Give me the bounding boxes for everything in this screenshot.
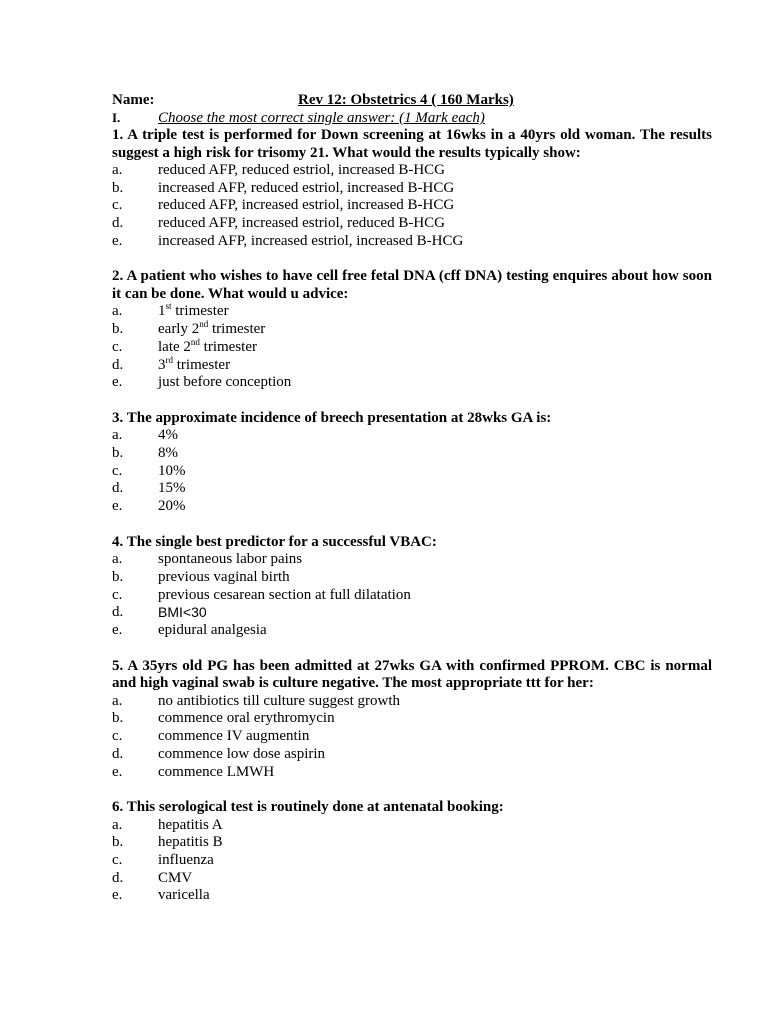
option-letter: c. [112,586,123,603]
option-letter: d. [112,356,124,373]
option-text: commence low dose aspirin [158,745,326,762]
option-text-prefix: 3 [158,356,166,373]
answer-option [112,764,712,782]
option-letter: c. [112,462,123,479]
option-letter: e. [112,374,123,391]
question-stem: 3. The approximate incidence of breech presentation at 28wks GA is: [112,409,552,426]
answer-option [112,622,712,640]
answer-option [112,852,712,870]
option-text: increased AFP, reduced estriol, increased B-HCG [158,179,455,196]
option-text [158,321,265,339]
option-text [158,303,229,321]
option-letter: b. [112,710,124,727]
ordinal-superscript: nd [199,319,209,330]
question-stem: 1. A triple test is performed for Down screening at 16wks in a 40yrs old woman. The results suggest a high risk for trisomy 21. What would the results typically show: [112,127,712,161]
answer-option [112,336,712,357]
option-text: BMI<30 [158,604,207,621]
question-stem: 4. The single best predictor for a successful VBAC: [112,533,437,550]
option-text-suffix: trimester [173,356,231,373]
answer-option [112,587,712,605]
option-letter: a. [112,692,123,709]
option-text: no antibiotics till culture suggest growth [158,692,401,709]
option-letter: b. [112,834,124,851]
name-label: Name: [112,92,155,108]
answer-option [112,233,712,251]
question-3 [112,410,712,516]
option-text [158,374,291,392]
question-6 [112,799,712,905]
option-text-prefix: just before conception [158,374,292,391]
option-text: hepatitis B [158,834,223,851]
answer-option [112,834,712,852]
answer-option [112,215,712,233]
answer-option [112,445,712,463]
answer-option [112,463,712,481]
option-text: 8% [158,445,178,462]
option-text: previous cesarean section at full dilatation [158,586,411,603]
answer-option [112,162,712,180]
option-text: 15% [158,480,186,497]
answer-option [112,197,712,215]
page-title: Rev 12: Obstetrics 4 ( 160 Marks) [298,92,514,108]
question-stem: 6. This serological test is routinely done at antenatal booking: [112,799,504,816]
option-letter: b. [112,321,124,338]
option-letter: d. [112,745,124,762]
option-letter: c. [112,852,123,869]
question-2 [112,268,712,391]
option-text-suffix: trimester [199,338,257,355]
option-letter: a. [112,551,123,568]
option-letter: b. [112,179,124,196]
option-text: reduced AFP, reduced estriol, increased B-HCG [158,162,446,178]
answer-option [112,480,712,498]
option-text-suffix: trimester [208,321,266,338]
option-letter: d. [112,869,124,886]
option-text-prefix: 1 [158,303,166,320]
option-letter: e. [112,232,123,249]
answer-option [112,569,712,587]
option-letter: d. [112,480,124,497]
option-text: epidural analgesia [158,622,267,639]
option-text: 20% [158,498,186,515]
answer-option [112,746,712,764]
option-text: influenza [158,852,214,869]
answer-option [112,817,712,835]
answer-option [112,870,712,888]
answer-option [112,710,712,728]
option-letter: c. [112,728,123,745]
option-text: commence LMWH [158,763,275,780]
answer-option [112,427,712,445]
option-letter: a. [112,303,123,320]
option-text-prefix: late 2 [158,338,191,355]
answer-option [112,180,712,198]
option-letter: d. [112,604,124,621]
option-text: 4% [158,427,178,444]
answer-option [112,887,712,905]
section-number: I. [112,110,121,125]
option-text-suffix: trimester [171,303,229,320]
question-1 [112,127,712,250]
option-letter: e. [112,887,123,904]
option-letter: e. [112,498,123,515]
ordinal-superscript: rd [165,354,173,365]
option-letter: a. [112,162,123,178]
option-text: hepatitis A [158,816,223,833]
option-letter: c. [112,197,123,214]
ordinal-superscript: st [165,301,172,312]
option-letter: a. [112,816,123,833]
option-letter: e. [112,622,123,639]
question-stem: 2. A patient who wishes to have cell free fetal DNA (cff DNA) testing enquires about how soon it can be done. What would u advice: [112,268,712,302]
answer-option [112,374,712,392]
exam-page [112,91,712,905]
option-text: 10% [158,462,186,479]
option-letter: b. [112,569,124,585]
answer-option [112,728,712,746]
option-text: commence oral erythromycin [158,710,335,727]
answer-option [112,604,712,622]
option-text: spontaneous labor pains [158,551,303,568]
option-text: CMV [158,869,193,886]
section-instruction: Choose the most correct single answer: (1 Mark each) [158,110,485,126]
section-header [112,109,712,127]
option-text: increased AFP, increased estriol, increased B-HCG [158,232,464,249]
option-text: reduced AFP, increased estriol, increased B-HCG [158,197,455,214]
ordinal-superscript: nd [190,336,200,347]
answer-option [112,321,712,339]
option-text: previous vaginal birth [158,569,290,585]
option-letter: b. [112,445,124,462]
option-text: varicella [158,887,210,904]
answer-option [112,354,712,375]
answer-option [112,498,712,516]
option-text [158,354,231,375]
option-letter: e. [112,763,123,780]
answer-option [112,693,712,711]
question-stem: 5. A 35yrs old PG has been admitted at 27wks GA with confirmed PPROM. CBC is normal and high vaginal swab is culture negative. The most appropriate ttt for her: [112,657,712,692]
answer-option [112,551,712,569]
option-letter: c. [112,338,123,355]
option-letter: a. [112,427,123,444]
option-text: reduced AFP, increased estriol, reduced B-HCG [158,215,446,232]
option-text-prefix: early 2 [158,321,200,338]
question-4 [112,534,712,640]
exam-header [112,91,712,109]
question-5 [112,658,712,781]
option-letter: d. [112,215,124,232]
option-text: commence IV augmentin [158,728,310,745]
